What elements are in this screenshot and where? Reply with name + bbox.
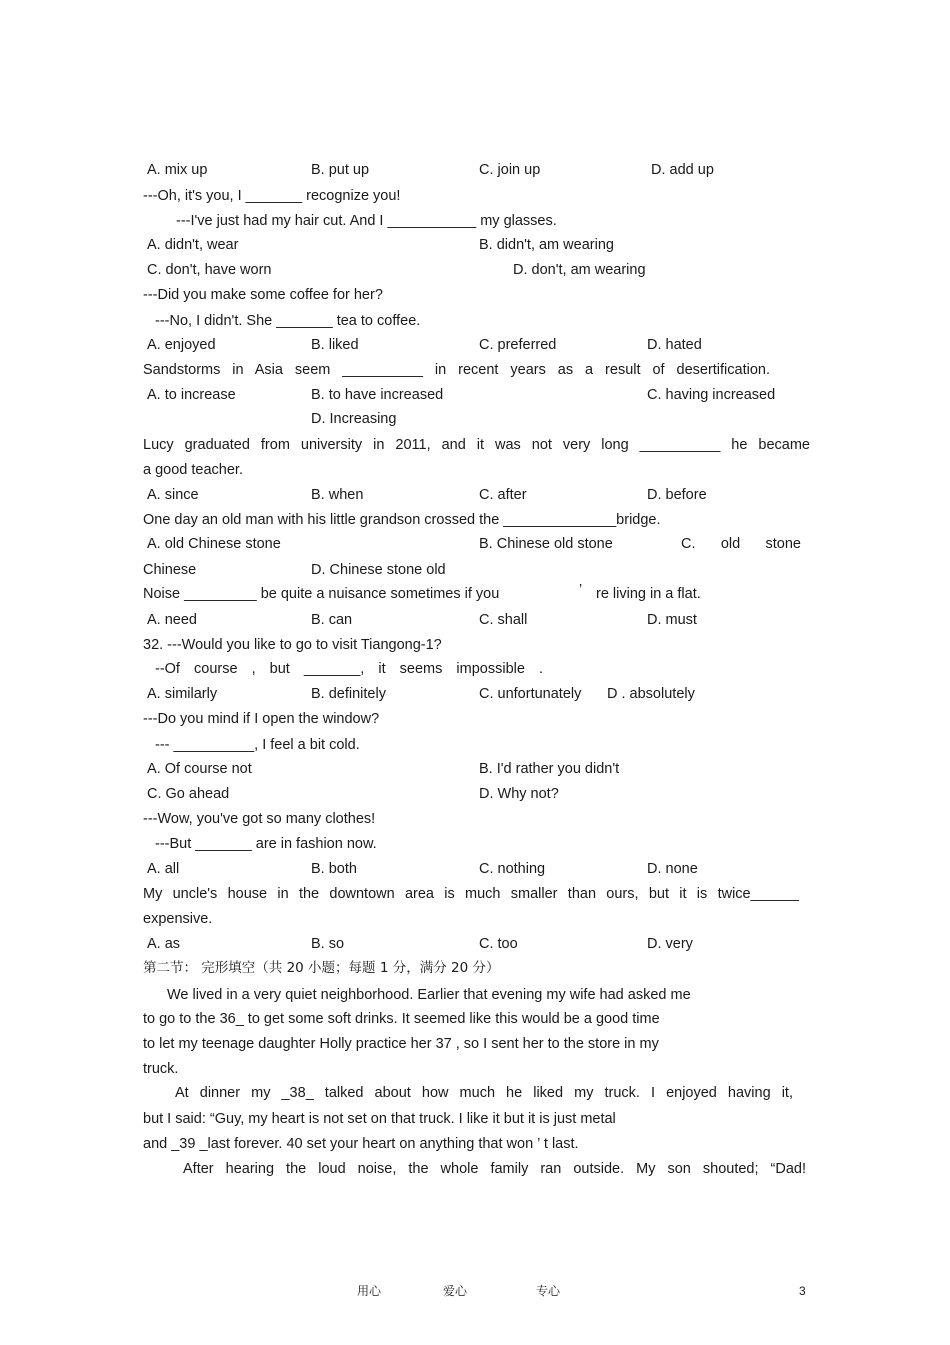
q3-option-d: D. hated — [647, 337, 702, 353]
q7-option-d: D. must — [647, 612, 697, 628]
q8-option-a: A. similarly — [147, 686, 218, 702]
q7-option-c: C. shall — [479, 612, 528, 628]
q9-option-b: B. I'd rather you didn't — [479, 761, 620, 777]
q3-option-b: B. liked — [311, 337, 359, 353]
q7-apostrophe: ’ — [579, 582, 583, 598]
q1-option-c: C. join up — [479, 162, 541, 178]
q9-stem-1: ---Do you mind if I open the window? — [143, 711, 380, 727]
q5-option-d: D. before — [647, 487, 707, 503]
q3-option-c: C. preferred — [479, 337, 557, 353]
q6-stem: One day an old man with his little grandson crossed the ______________bridge. — [143, 512, 661, 528]
q8-stem-1: 32. ---Would you like to go to visit Tiangong-1? — [143, 637, 442, 653]
q7-option-b: B. can — [311, 612, 353, 628]
q11-option-b: B. so — [311, 936, 345, 952]
q11-option-a: A. as — [147, 936, 181, 952]
q1-option-b: B. put up — [311, 162, 370, 178]
q1-option-a: A. mix up — [147, 162, 208, 178]
q3-option-a: A. enjoyed — [147, 337, 216, 353]
passage-line-5: At dinner my _38_ talked about how much he liked my truck. I enjoyed having it, — [175, 1085, 793, 1101]
q4-option-c: C. having increased — [647, 387, 776, 403]
q2-stem-2: ---I've just had my hair cut. And I ___________ my glasses. — [176, 213, 557, 229]
q2-stem-1: ---Oh, it's you, I _______ recognize you! — [143, 188, 401, 204]
q11-stem-2: expensive. — [143, 911, 213, 927]
passage-line-2: to go to the 36_ to get some soft drinks. It seemed like this would be a good time — [143, 1011, 660, 1027]
footer-item-2: 爱心 — [443, 1284, 468, 1298]
q8-option-b: B. definitely — [311, 686, 386, 702]
q6-option-b: B. Chinese old stone — [479, 536, 613, 552]
q6-option-d: D. Chinese stone old — [311, 562, 446, 578]
passage-line-1: We lived in a very quiet neighborhood. Earlier that evening my wife had asked me — [167, 987, 691, 1003]
q9-option-d: D. Why not? — [479, 786, 559, 802]
q10-option-a: A. all — [147, 861, 180, 877]
passage-line-7: and _39 _last forever. 40 set your heart on anything that won ’ t last. — [143, 1136, 579, 1152]
q2-option-c: C. don't, have worn — [147, 262, 272, 278]
q9-option-c: C. Go ahead — [147, 786, 230, 802]
q4-option-a: A. to increase — [147, 387, 236, 403]
q5-option-b: B. when — [311, 487, 364, 503]
q3-stem-1: ---Did you make some coffee for her? — [143, 287, 383, 303]
q1-option-d: D. add up — [651, 162, 714, 178]
page-number: 3 — [799, 1284, 806, 1298]
q10-option-b: B. both — [311, 861, 357, 877]
q10-stem-2: ---But _______ are in fashion now. — [155, 836, 377, 852]
q9-stem-2: --- __________, I feel a bit cold. — [155, 737, 360, 753]
q8-option-d: D . absolutely — [607, 686, 695, 702]
q7-stem: Noise _________ be quite a nuisance sometimes if you — [143, 586, 500, 602]
q6-option-c: C. old stone — [681, 536, 801, 552]
passage-line-8: After hearing the loud noise, the whole family ran outside. My son shouted; “Dad! — [183, 1161, 806, 1177]
q2-option-b: B. didn't, am wearing — [479, 237, 614, 253]
q6-option-c-cont: Chinese — [143, 562, 197, 578]
passage-line-4: truck. — [143, 1061, 179, 1077]
q6-option-a: A. old Chinese stone — [147, 536, 281, 552]
section-title: 第二节： 完形填空（共 20 小题；每题 1 分，满分 20 分） — [143, 960, 500, 976]
q5-stem-1: Lucy graduated from university in 2011, and it was not very long __________ he became — [143, 437, 810, 453]
q4-stem: Sandstorms in Asia seem __________ in recent years as a result of desertification. — [143, 362, 770, 378]
q5-option-c: C. after — [479, 487, 527, 503]
footer-item-3: 专心 — [536, 1284, 561, 1298]
q10-option-c: C. nothing — [479, 861, 546, 877]
q7-option-a: A. need — [147, 612, 197, 628]
q4-option-d: D. Increasing — [311, 411, 397, 427]
q5-option-a: A. since — [147, 487, 199, 503]
q9-option-a: A. Of course not — [147, 761, 252, 777]
q3-stem-2: ---No, I didn't. She _______ tea to coffee. — [155, 313, 421, 329]
q5-stem-2: a good teacher. — [143, 462, 243, 478]
q11-stem-1: My uncle's house in the downtown area is much smaller than ours, but it is twice______ — [143, 886, 799, 902]
footer-item-1: 用心 — [357, 1284, 382, 1298]
q11-option-c: C. too — [479, 936, 518, 952]
passage-line-6: but I said: “Guy, my heart is not set on that truck. I like it but it is just metal — [143, 1111, 616, 1127]
q7-stem-end: re living in a flat. — [596, 586, 701, 602]
q2-option-d: D. don't, am wearing — [513, 262, 646, 278]
q10-option-d: D. none — [647, 861, 698, 877]
q8-stem-2: --Of course , but _______, it seems impossible . — [155, 661, 543, 677]
q4-option-b: B. to have increased — [311, 387, 444, 403]
q2-option-a: A. didn't, wear — [147, 237, 239, 253]
q11-option-d: D. very — [647, 936, 693, 952]
passage-line-3: to let my teenage daughter Holly practice her 37 , so I sent her to the store in my — [143, 1036, 659, 1052]
q10-stem-1: ---Wow, you've got so many clothes! — [143, 811, 376, 827]
q8-option-c: C. unfortunately — [479, 686, 582, 702]
